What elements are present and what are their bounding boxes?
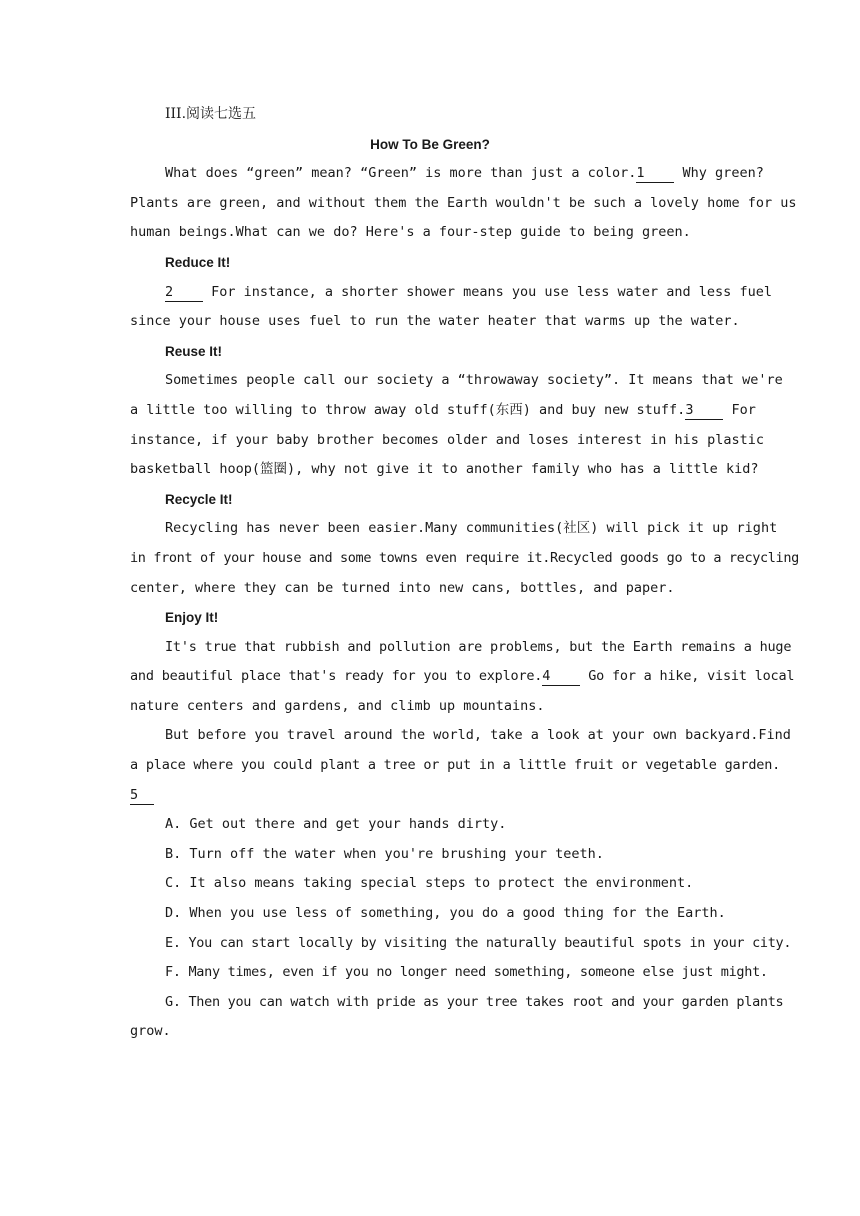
reduce-text-1: For instance, a shorter shower means you use less water and less fuel xyxy=(211,283,772,300)
reduce-line-2: since your house uses fuel to run the water heater that warms up the water. xyxy=(130,313,740,330)
option-a: A. Get out there and get your hands dirty. xyxy=(165,816,507,833)
recycle-line-3: center, where they can be turned into new cans, bottles, and paper. xyxy=(130,579,675,596)
enjoy-line-1: It's true that rubbish and pollution are problems, but the Earth remains a huge xyxy=(165,638,792,655)
option-g-continuation: grow. xyxy=(130,1023,171,1040)
intro-line-2: Plants are green, and without them the Earth wouldn't be such a lovely home for us xyxy=(130,194,797,211)
reuse-line-2 xyxy=(130,396,756,426)
enjoy-para2-line-2: a place where you could plant a tree or put in a little fruit or vegetable garden. xyxy=(130,757,781,774)
reuse-line-1: Sometimes people call our society a “throwaway society”. It means that we're xyxy=(165,372,783,389)
blank-5: 5 xyxy=(130,787,154,805)
intro-text-b: Why green? xyxy=(682,165,764,182)
blank-1: 1 xyxy=(636,165,674,183)
intro-line-3: human beings.What can we do? Here's a four-step guide to being green. xyxy=(130,224,691,241)
recycle-line-2: in front of your house and some towns even require it.Recycled goods go to a recycling xyxy=(130,549,799,566)
option-g: G. Then you can watch with pride as your tree takes root and your garden plants xyxy=(165,993,784,1010)
passage-title: How To Be Green? xyxy=(370,136,490,152)
reduce-line-1 xyxy=(130,278,772,308)
recycle-heading: Recycle It! xyxy=(165,491,233,507)
reuse-text-b: For xyxy=(731,401,756,418)
enjoy-para2-line-3 xyxy=(130,781,730,811)
reduce-heading: Reduce It! xyxy=(165,254,231,270)
option-e: E. You can start locally by visiting the naturally beautiful spots in your city. xyxy=(165,934,792,951)
reuse-line-3: instance, if your baby brother becomes older and loses interest in his plastic xyxy=(130,431,764,448)
option-f: F. Many times, even if you no longer need something, someone else just might. xyxy=(165,964,768,981)
blank-2: 2 xyxy=(165,284,203,302)
option-d: D. When you use less of something, you do a good thing for the Earth. xyxy=(165,905,726,922)
enjoy-text-b: Go for a hike, visit local xyxy=(588,668,795,685)
enjoy-text-a: and beautiful place that's ready for you to explore. xyxy=(130,668,543,685)
reuse-heading: Reuse It! xyxy=(165,343,223,359)
section-heading: III.阅读七选五 xyxy=(165,106,257,122)
option-c: C. It also means taking special steps to protect the environment. xyxy=(165,875,694,892)
enjoy-line-3: nature centers and gardens, and climb up mountains. xyxy=(130,697,545,714)
reuse-line-4: basketball hoop(篮圈), why not give it to another family who has a little kid? xyxy=(130,461,759,478)
enjoy-para2-line-1: But before you travel around the world, take a look at your own backyard.Find xyxy=(165,727,791,744)
option-b: B. Turn off the water when you're brushing your teeth. xyxy=(165,845,604,862)
intro-line-1 xyxy=(130,159,764,189)
blank-4: 4 xyxy=(542,668,580,686)
recycle-line-1: Recycling has never been easier.Many communities(社区) will pick it up right xyxy=(165,520,778,537)
blank-3: 3 xyxy=(685,402,723,420)
intro-text-a: What does “green” mean? “Green” is more than just a color. xyxy=(165,165,637,182)
enjoy-line-2 xyxy=(130,662,795,692)
enjoy-heading: Enjoy It! xyxy=(165,610,219,626)
reuse-text-a: a little too willing to throw away old stuff(东西) and buy new stuff. xyxy=(130,401,686,418)
document-content xyxy=(130,100,799,1047)
